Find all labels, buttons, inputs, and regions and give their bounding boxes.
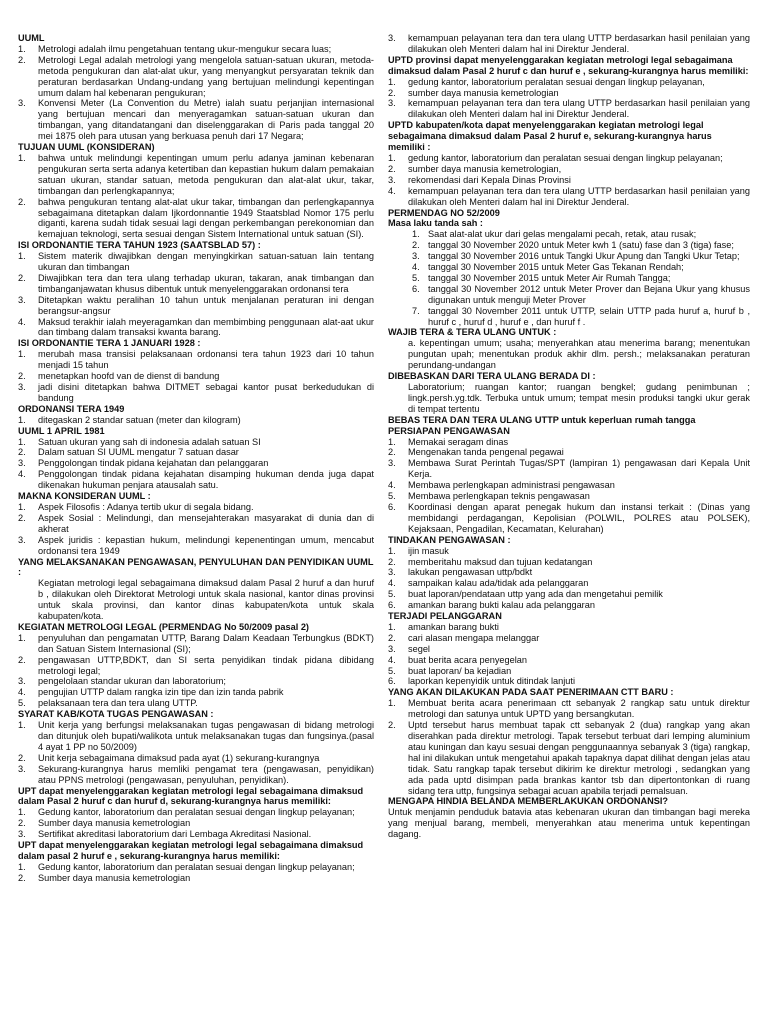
list-text: Saat alat-alat ukur dari gelas mengalami pecah, retak, atau rusak;	[428, 229, 697, 240]
list-item	[18, 382, 374, 404]
section	[388, 796, 750, 840]
list-number: 6.	[412, 283, 420, 294]
list-number: 1.	[18, 349, 26, 360]
section-heading: TUJUAN UUML (KONSIDERAN)	[18, 142, 155, 153]
list-item	[388, 622, 750, 633]
section	[388, 33, 750, 55]
list-number: 1.	[388, 152, 396, 163]
numbered-list	[18, 415, 374, 426]
list-text: Aspek juridis : kepastian hukum, melindungi kepenentingan umum, mencabut ordonansi tera 1949	[38, 534, 374, 556]
section	[388, 415, 750, 426]
list-number: 1.	[388, 621, 396, 632]
list-item	[388, 546, 750, 557]
list-item	[18, 447, 374, 458]
list-item	[388, 502, 750, 535]
section	[388, 55, 750, 120]
list-text: Gedung kantor, laboratorium dan peralatan sesuai dengan lingkup pelayanan;	[38, 807, 355, 818]
list-text: ijin masuk	[408, 545, 449, 556]
list-text: merubah masa transisi pelaksanaan ordonansi tera tahun 1923 dari 10 tahun menjadi 15 tahun	[38, 349, 374, 371]
list-text: Penggolongan tindak pidana kejahatan disamping hukuman denda juga dapat dikenakan hukuman penjara atausalah satu.	[38, 469, 374, 491]
list-item	[18, 458, 374, 469]
list-text: pelaksanaan tera dan tera ulang UTTP.	[38, 698, 198, 709]
list-number: 2.	[18, 818, 26, 829]
list-number: 3.	[388, 458, 396, 469]
section-paragraph: Untuk menjamin penduduk batavia atas kebenaran ukuran dan timbangan bagi mereka yang menjual barang, membeli, menyerahkan atau menerima untuk kepentingan dagang.	[388, 807, 750, 840]
list-item	[388, 698, 750, 720]
list-item	[412, 273, 750, 284]
list-item	[18, 633, 374, 655]
list-text: penyuluhan dan pengamatan UTTP, Barang Dalam Keadaan Terbungkus (BDKT) dan Satuan Sistem Internasional (SI);	[38, 632, 374, 654]
list-item	[388, 633, 750, 644]
list-text: tanggal 30 November 2016 untuk Tangki Ukur Apung dan Tangki Ukur Tetap;	[428, 251, 740, 262]
list-number: 2.	[388, 163, 396, 174]
list-text: sumber daya manusia kemetrologian	[408, 87, 559, 98]
list-number: 4.	[18, 316, 26, 327]
numbered-list	[18, 437, 374, 492]
list-item	[388, 600, 750, 611]
list-item	[388, 589, 750, 600]
list-item	[18, 807, 374, 818]
list-text: cari alasan mengapa melanggar	[408, 632, 540, 643]
list-item	[388, 98, 750, 120]
section	[18, 557, 374, 622]
list-number: 3.	[388, 567, 396, 578]
list-item	[18, 655, 374, 677]
list-text: Unit kerja sebagaimana dimaksud pada ayat (1) sekurang-kurangnya	[38, 752, 320, 763]
list-text: Uptd tersebut harus membuat tapak ctt sebanyak 2 (dua) rangkap yang akan diserahkan pada direktur metrologi. Tapak tersebut terbuat dari lemping aluminium atau kuningan dan kayu sesuai dengan penggunaannya sebanyak 3 (tiga) rangkap, hal ini dilakukan untuk mengetahui apakah tapaknya dapat dilihat dengan jelas atau tidak. Satu rangkap tapak tersebut dikirim ke direktur metrologi , sedangkan yang ada pada uptd disimpan pada brankas kantor tsb dan dipertontonkan di ruang sidang tera uttp, fungsinya sebagai acuan apabila terjadi pemalsuan.	[408, 720, 750, 796]
section-heading: TERJADI PELANGGARAN	[388, 611, 502, 622]
list-text: Membawa perlengkapan administrasi pengawasan	[408, 480, 615, 491]
list-text: bahwa untuk melindungi kepentingan umum perlu adanya jaminan kebenaran pengukuran serta serta adanya ketertiban dan kepastian hukum dalam pemakaian satuan ukuran, standar satuan, metoda pengukuran dan alat-alat ukur, takar, timbangan dan perlengkapannya;	[38, 152, 374, 196]
list-text: Membawa perlengkapan teknis pengawasan	[408, 491, 590, 502]
section-heading: UPT dapat menyelenggarakan kegiatan metrologi legal sebagaimana dimaksud dalam Pasal 2 huruf c dan huruf d, sekurang-kurangnya harus memiliki:	[18, 785, 364, 807]
list-item	[18, 317, 374, 339]
list-text: Metrologi Legal adalah metrologi yang mengelola satuan-satuan ukuran, metoda-metoda pengukuran dan alat-alat ukur, yang menyangkut persyaratan teknik dan peraturan berdasarkan Undang-undang yang bertujuan melindungi kepentingan umum dalam hal kebenaran pengukuran;	[38, 54, 374, 98]
list-text: buat laporan/ ba kejadian	[408, 665, 512, 676]
list-item	[18, 273, 374, 295]
list-number: 6.	[388, 676, 396, 687]
list-text: pengawasan UTTP,BDKT, dan SI serta penyidikan tindak pidana dibidang metrologi legal;	[38, 654, 374, 676]
list-item	[18, 295, 374, 317]
list-text: Memakai seragam dinas	[408, 436, 509, 447]
list-number: 1.	[18, 43, 26, 54]
list-text: Sumber daya manusia kemetrologian	[38, 818, 191, 829]
list-item	[388, 153, 750, 164]
list-number: 5.	[388, 665, 396, 676]
section-heading: YANG MELAKSANAKAN PENGAWASAN, PENYULUHAN DAN PENYIDIKAN UUML :	[18, 556, 374, 578]
list-item	[388, 437, 750, 448]
list-item	[388, 655, 750, 666]
list-text: tanggal 30 November 2015 untuk Meter Gas Tekanan Rendah;	[428, 262, 684, 273]
section-heading: DIBEBASKAN DARI TERA ULANG BERADA DI :	[388, 371, 596, 382]
list-text: Sumber daya manusia kemetrologian	[38, 872, 191, 883]
list-number: 3.	[18, 829, 26, 840]
list-text: Sekurang-kurangnya harus memliki pengamat tera (pengawasan, penyidikan) atau PPNS metrologi (pengawasan, penyuluhan, penyidikan).	[38, 763, 374, 785]
list-text: Aspek Sosial : Melindungi, dan mensejahterakan masyarakat di dunia dan di akherat	[38, 512, 374, 534]
numbered-list	[388, 77, 750, 121]
list-text: lakukan pengawasan uttp/bdkt	[408, 567, 533, 578]
list-number: 4.	[388, 185, 396, 196]
list-item	[18, 153, 374, 197]
list-item	[388, 480, 750, 491]
list-number: 2.	[18, 54, 26, 65]
section-heading: KEGIATAN METROLOGI LEGAL (PERMENDAG No 50/2009 pasal 2)	[18, 621, 309, 632]
list-number: 2.	[18, 196, 26, 207]
list-number: 3.	[18, 676, 26, 687]
list-number: 3.	[18, 458, 26, 469]
list-text: rekomendasi dari Kepala Dinas Provinsi	[408, 174, 571, 185]
list-text: Gedung kantor, laboratorium dan peralatan sesuai dengan lingkup pelayanan;	[38, 861, 355, 872]
list-text: Membuat berita acara penerimaan ctt sebanyak 2 rangkap satu untuk direktur metrologi dan satunya untuk UPTD yang bersangkutan.	[408, 698, 750, 720]
numbered-list	[18, 251, 374, 338]
list-item	[388, 186, 750, 208]
section	[388, 120, 750, 207]
section	[18, 426, 374, 491]
list-number: 2.	[18, 512, 26, 523]
list-number: 6.	[388, 600, 396, 611]
list-text: amankan barang bukti kalau ada pelanggaran	[408, 600, 595, 611]
list-text: Unit kerja yang berfungsi melaksanakan tugas pengawasan di bidang metrologi dan ditunjuk oleh bupati/walikota untuk melaksanakan tugas dan fungsinya.(pasal 4 ayat 1 PP no 50/2009)	[38, 720, 374, 752]
section	[388, 687, 750, 796]
list-number: 2.	[18, 447, 26, 458]
section-heading: SYARAT KAB/KOTA TUGAS PENGAWASAN :	[18, 709, 214, 720]
list-number: 2.	[18, 654, 26, 665]
list-item	[18, 44, 374, 55]
section	[18, 240, 374, 338]
list-number: 4.	[18, 687, 26, 698]
list-number: 2.	[388, 556, 396, 567]
list-text: memberitahu maksud dan tujuan kedatangan	[408, 556, 593, 567]
section	[388, 611, 750, 687]
list-text: menetapkan hoofd van de dienst di bandung	[38, 371, 220, 382]
list-text: buat berita acara penyegelan	[408, 654, 528, 665]
list-number: 6.	[388, 501, 396, 512]
list-item	[18, 829, 374, 840]
section	[388, 535, 750, 611]
numbered-list	[18, 153, 374, 240]
numbered-list	[388, 33, 750, 55]
list-text: tanggal 30 November 2020 untuk Meter kwh 1 (satu) fase dan 3 (tiga) fase;	[428, 240, 734, 251]
list-item	[412, 240, 750, 251]
list-item	[412, 229, 750, 240]
section	[18, 622, 374, 709]
list-text: Satuan ukuran yang sah di indonesia adalah satuan SI	[38, 436, 261, 447]
list-number: 2.	[18, 272, 26, 283]
list-item	[388, 557, 750, 568]
list-text: ditegaskan 2 standar satuan (meter dan kilogram)	[38, 414, 241, 425]
list-number: 2.	[388, 632, 396, 643]
list-item	[18, 469, 374, 491]
list-number: 1.	[18, 436, 26, 447]
numbered-list	[18, 502, 374, 557]
numbered-list	[18, 807, 374, 840]
list-text: pengelolaan standar ukuran dan laboratorium;	[38, 676, 226, 687]
list-text: amankan barang bukti	[408, 621, 499, 632]
list-text: tanggal 30 November 2011 untuk UTTP, selain UTTP pada huruf a, huruf b , huruf c , huruf d , huruf e , dan huruf f .	[428, 305, 750, 327]
list-number: 1.	[388, 698, 396, 709]
section	[18, 840, 374, 884]
list-text: Membawa Surat Perintah Tugas/SPT (lampiran 1) pengawasan dari Kepala Unit Kerja.	[408, 458, 750, 480]
list-number: 3.	[388, 643, 396, 654]
numbered-list	[18, 862, 374, 884]
list-item	[388, 491, 750, 502]
numbered-list	[388, 546, 750, 611]
section	[388, 208, 750, 328]
numbered-list	[388, 229, 750, 327]
list-item	[18, 676, 374, 687]
section	[18, 404, 374, 426]
list-number: 3.	[18, 382, 26, 392]
list-number: 7.	[412, 305, 420, 316]
list-text: Ditetapkan waktu peralihan 10 tahun untuk menjalanan peraturan ini dengan berangsur-angsur	[38, 294, 374, 316]
list-text: jadi disini ditetapkan bahwa DITMET sebagai kantor pusat berkedudukan di bandung	[38, 382, 374, 403]
section	[18, 786, 374, 841]
list-item	[388, 77, 750, 88]
list-number: 4.	[388, 578, 396, 589]
section	[18, 709, 374, 785]
list-item	[18, 371, 374, 382]
section	[388, 426, 750, 535]
list-item	[412, 262, 750, 273]
list-text: kemampuan pelayanan tera dan tera ulang UTTP berdasarkan hasil penilaian yang dilakukan oleh Menteri dalam hal ini Direktur Jenderal.	[408, 98, 750, 120]
list-number: 1.	[388, 545, 396, 556]
list-number: 1.	[18, 807, 26, 818]
section	[388, 327, 750, 371]
list-number: 2.	[412, 240, 420, 251]
list-item	[18, 251, 374, 273]
list-item	[18, 502, 374, 513]
section-paragraph: Kegiatan metrologi legal sebagaimana dimaksud dalam Pasal 2 huruf a dan huruf b , dilakukan oleh Direktorat Metrologi untuk skala nasional, kantor dinas provinsi untuk skala provinsi, dan kantor dinas kabupaten/kota untuk skala kabupaten/kota.	[38, 578, 374, 622]
numbered-list	[18, 720, 374, 785]
list-number: 3.	[412, 251, 420, 262]
list-text: Penggolongan tindak pidana kejahatan dan pelanggaran	[38, 458, 269, 469]
list-item	[412, 251, 750, 262]
list-item	[388, 175, 750, 186]
left-column	[18, 33, 374, 884]
list-item	[18, 862, 374, 873]
list-text: tanggal 30 November 2015 untuk Meter Air Rumah Tangga;	[428, 272, 671, 283]
list-item	[18, 764, 374, 786]
list-number: 1.	[18, 501, 26, 512]
list-number: 3.	[18, 763, 26, 774]
list-text: Konvensi Meter (La Convention du Metre) ialah suatu perjanjian internasional yang bertujuan mencari dan menyeragamkan satuan-satuan ukuran dan timbangan, yang ditandatangani dan diselenggarakan di Paris pada tanggal 20 mei 1875 oleh para utusan yang berkuasa penuh dari 17 Negara;	[38, 98, 374, 142]
list-text: buat laporan/pendataan uttp yang ada dan mengetahui pemilik	[408, 589, 663, 600]
list-text: kemampuan pelayanan tera dan tera ulang UTTP berdasarkan hasil penilaian yang dilakukan oleh Menteri dalam hal ini Direktur Jenderal.	[408, 33, 750, 54]
section-heading: UUML 1 APRIL 1981	[18, 425, 105, 436]
list-text: Maksud terakhir ialah meyeragamkan dan membimbing penggunaan alat-aat ukur dan timbang dalam transaksi kwanta barang.	[38, 316, 374, 338]
section-heading: ISI ORDONANTIE TERA TAHUN 1923 (SAATSBLAD 57) :	[18, 240, 261, 251]
list-text: Koordinasi dengan aparat penegak hukum dan instansi terkait : (Dinas yang membidangi perdagangan, Kepolisian (POLWIL, POLRES atau POLSEK), Kejaksaan, Pengadilan, Kecamatan, Kelurahan)	[408, 501, 750, 534]
list-number: 3.	[18, 534, 26, 545]
list-item	[412, 284, 750, 306]
list-item	[18, 55, 374, 99]
list-number: 2.	[388, 87, 396, 98]
section-paragraph: a. kepentingan umum; usaha; menyerahkan atau menerima barang; menentukan pungutan upah; menentukan produk akhir dlm. persh.; melaksanakan peraturan perundang-undangan	[408, 338, 750, 371]
list-text: tanggal 30 November 2012 untuk Meter Prover dan Bejana Ukur yang khusus digunakan untuk menguji Meter Prover	[428, 283, 750, 305]
list-item	[18, 687, 374, 698]
section-heading: BEBAS TERA DAN TERA ULANG UTTP untuk keperluan rumah tangga	[388, 414, 696, 425]
list-text: laporkan kepenyidik untuk ditindak lanjuti	[408, 676, 576, 687]
list-number: 3.	[388, 98, 396, 109]
list-item	[18, 818, 374, 829]
section-heading: UUML	[18, 33, 45, 43]
list-item	[388, 164, 750, 175]
list-text: Metrologi adalah ilmu pengetahuan tentang ukur-mengukur secara luas;	[38, 43, 332, 54]
list-item	[388, 676, 750, 687]
list-text: pengujian UTTP dalam rangka izin tipe dan izin tanda pabrik	[38, 687, 284, 698]
list-item	[388, 578, 750, 589]
list-text: Aspek Filosofis : Adanya tertib ukur di segala bidang.	[38, 501, 254, 512]
list-number: 2.	[388, 447, 396, 458]
list-number: 3.	[388, 174, 396, 185]
list-number: 1.	[388, 436, 396, 447]
list-item	[388, 447, 750, 458]
list-text: Mengenakan tanda pengenal pegawai	[408, 447, 564, 458]
numbered-list	[388, 153, 750, 208]
section	[18, 142, 374, 240]
list-text: sampaikan kalau ada/tidak ada pelanggaran	[408, 578, 589, 589]
list-number: 1.	[18, 632, 26, 643]
section-subheading: Masa laku tanda sah :	[388, 218, 483, 229]
list-text: Sertifikat akreditasi laboratorium dari Lembaga Akreditasi Nasional.	[38, 829, 312, 840]
list-text: sumber daya manusia kemetrologian,	[408, 163, 562, 174]
list-number: 2.	[18, 872, 26, 883]
section-heading: ISI ORDONANTIE TERA 1 JANUARI 1928 :	[18, 338, 201, 349]
section-heading: WAJIB TERA & TERA ULANG UNTUK :	[388, 327, 557, 338]
list-number: 1.	[18, 720, 26, 731]
list-number: 3.	[18, 98, 26, 109]
list-number: 5.	[412, 272, 420, 283]
numbered-list	[18, 349, 374, 404]
section-heading: MENGAPA HINDIA BELANDA MEMBERLAKUKAN ORDONANSI?	[388, 796, 669, 807]
list-text: gedung kantor, laboratorium peralatan sesuai dengan lingkup pelayanan,	[408, 76, 705, 87]
list-item	[18, 197, 374, 241]
list-text: Dalam satuan SI UUML mengatur 7 satuan dasar	[38, 447, 239, 458]
right-column	[388, 33, 750, 840]
list-item	[18, 437, 374, 448]
list-item	[18, 720, 374, 753]
list-number: 4.	[388, 480, 396, 491]
list-number: 1.	[18, 861, 26, 872]
list-number: 2.	[18, 371, 26, 382]
list-item	[18, 98, 374, 142]
section-heading: UPTD provinsi dapat menyelenggarakan kegiatan metrologi legal sebagaimana dimaksud dalam Pasal 2 huruf c dan huruf e , sekurang-kurangnya harus memiliki:	[388, 54, 749, 76]
list-item	[388, 666, 750, 677]
list-number: 1.	[18, 152, 26, 163]
list-text: bahwa pengukuran tentang alat-alat ukur takar, timbangan dan perlengkapannya sebagaimana ditetapkan dalam Ijkordonnantie 1949 Staatsblad Nomor 175 perlu diganti, karena sudah tidak sesuai lagi dengan perkembangan perekonomian dan kemajuan teknologi, serta sesuai dengan Sistem International untuk satuan (SI).	[38, 196, 374, 240]
section	[18, 33, 374, 142]
list-number: 5.	[388, 589, 396, 600]
list-item	[18, 535, 374, 557]
section	[18, 491, 374, 556]
list-item	[18, 698, 374, 709]
numbered-list	[388, 622, 750, 687]
list-text: segel	[408, 643, 430, 654]
list-number: 4.	[18, 469, 26, 480]
list-item	[412, 306, 750, 328]
list-number: 2.	[18, 752, 26, 763]
list-text: kemampuan pelayanan tera dan tera ulang UTTP berdasarkan hasil penilaian yang dilakukan oleh Menteri dalam hal ini Direktur Jenderal.	[408, 185, 750, 207]
numbered-list	[18, 44, 374, 142]
list-item	[18, 873, 374, 884]
list-item	[18, 415, 374, 426]
section	[18, 338, 374, 403]
list-item	[18, 753, 374, 764]
list-number: 5.	[18, 698, 26, 709]
numbered-list	[18, 633, 374, 709]
section-heading: YANG AKAN DILAKUKAN PADA SAAT PENERIMAAN CTT BARU :	[388, 687, 674, 698]
list-number: 4.	[388, 654, 396, 665]
list-number: 5.	[388, 491, 396, 502]
list-number: 3.	[18, 294, 26, 305]
section-paragraph: Laboratorium; ruangan kantor; ruangan bengkel; gudang penimbunan ; lingk.persh.yg.tdk. Terbuka untuk umum; tempat mesin produksi tangki ukur gerak di tempat tertentu	[408, 382, 750, 414]
numbered-list	[388, 698, 750, 796]
list-item	[388, 33, 750, 55]
section	[388, 371, 750, 415]
list-number: 2.	[388, 720, 396, 731]
list-item	[388, 88, 750, 99]
section-heading: PERMENDAG NO 52/2009	[388, 207, 500, 218]
list-item	[388, 567, 750, 578]
list-item	[18, 349, 374, 371]
list-number: 1.	[388, 76, 396, 87]
list-text: Sistem materik diwajibkan dengan menyingkirkan satuan-satuan lain tentang ukuran dan timbangan	[38, 251, 374, 273]
section-heading: UPTD kabupaten/kota dapat menyelenggarakan kegiatan metrologi legal sebagaimana dimaksud dalam Pasal 2 huruf e, sekurang-kurangnya harus memiliki :	[388, 120, 712, 153]
list-number: 1.	[18, 251, 26, 262]
list-item	[388, 720, 750, 796]
list-text: gedung kantor, laboratorium dan peralatan sesuai dengan lingkup pelayanan;	[408, 152, 723, 163]
list-number: 3.	[388, 33, 396, 43]
list-item	[388, 458, 750, 480]
list-item	[388, 644, 750, 655]
section-heading: UPT dapat menyelenggarakan kegiatan metrologi legal sebagaimana dimaksud dalam pasal 2 huruf e , sekurang-kurangnya harus memiliki:	[18, 840, 364, 861]
numbered-list	[388, 437, 750, 535]
list-number: 1.	[412, 229, 420, 240]
section-heading: PERSIAPAN PENGAWASAN	[388, 425, 510, 436]
list-number: 1.	[18, 414, 26, 425]
list-text: Diwajibkan tera dan tera ulang terhadap ukuran, takaran, anak timbangan dan timbanganjawatan khusus dibentuk untuk menyelenggarakan ordonansi tera	[38, 272, 374, 294]
section-heading: TINDAKAN PENGAWASAN :	[388, 534, 511, 545]
section-heading: ORDONANSI TERA 1949	[18, 403, 125, 414]
section-heading: MAKNA KONSIDERAN UUML :	[18, 491, 151, 502]
list-number: 4.	[412, 262, 420, 273]
list-item	[18, 513, 374, 535]
